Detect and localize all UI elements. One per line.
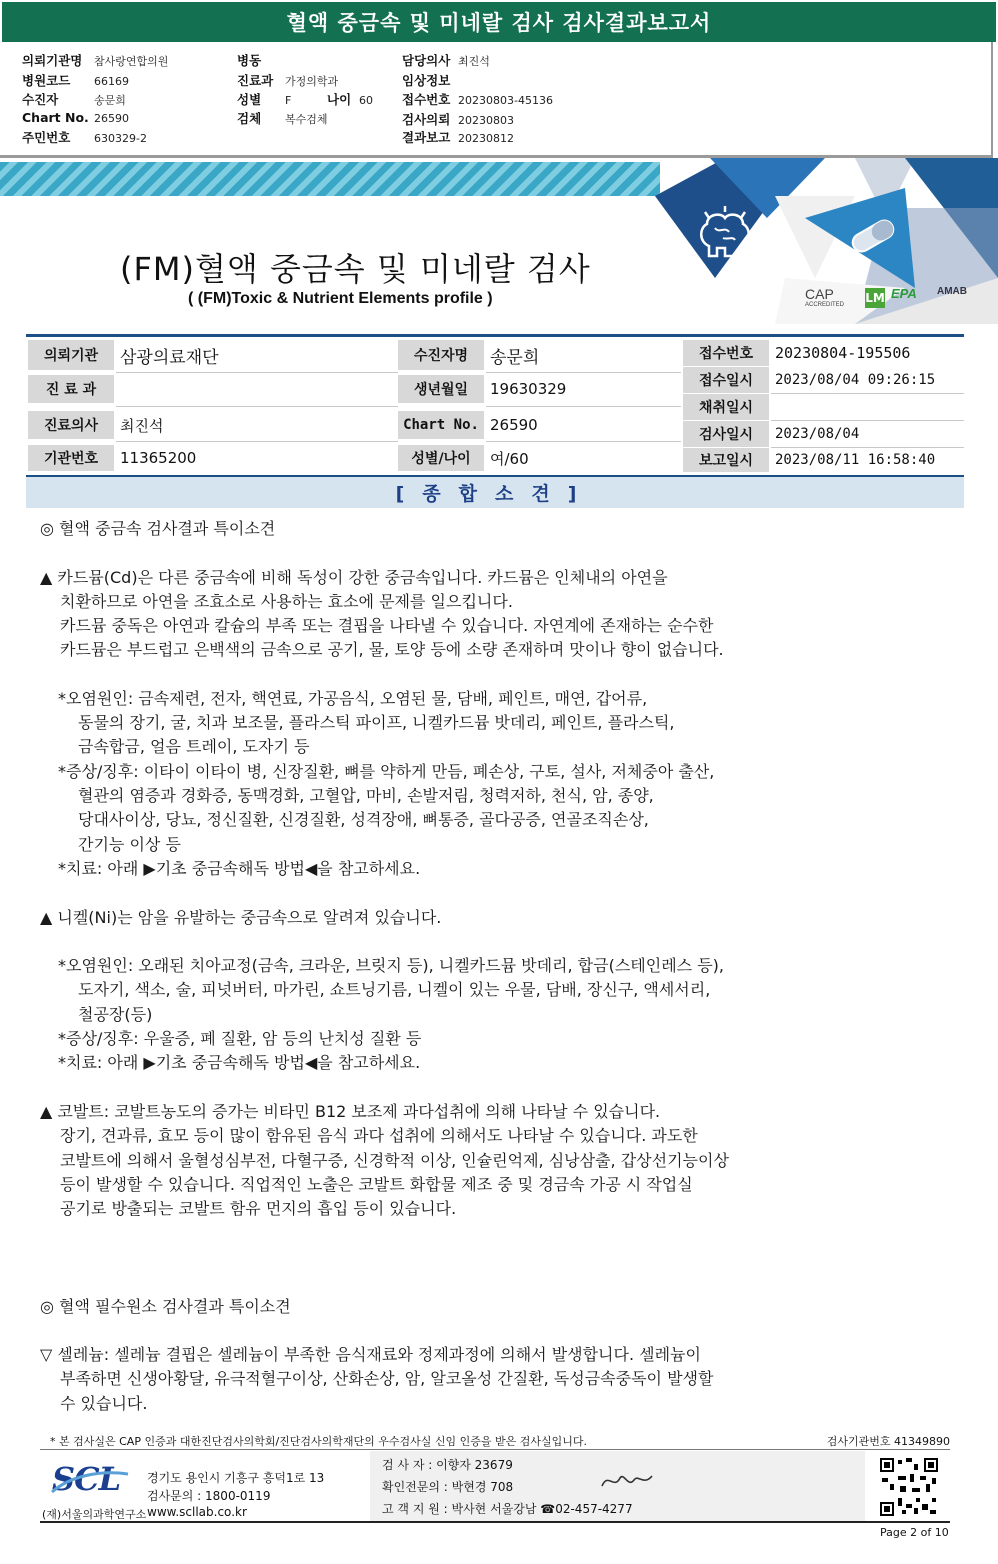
text-line: *치료: 아래 ▶기초 중금속해독 방법◀을 참고하세요.	[58, 1053, 421, 1072]
contact: 검사문의 : 1800-0119	[147, 1489, 271, 1503]
signature	[598, 1468, 656, 1494]
text-line: *오염원인: 오래된 치아교정(금속, 크라운, 브릿지 등), 니켈카드뮴 밧데리, 합금(스테인레스 등),	[58, 956, 724, 975]
label: 검사일시	[683, 421, 769, 447]
divider	[486, 406, 681, 407]
cap-logo-sub: ACCREDITED	[805, 302, 845, 308]
code-value: 11365200	[120, 449, 197, 467]
header-graphic	[655, 158, 998, 324]
text-line: *증상/징후: 우울증, 폐 질환, 암 등의 난치성 질환 등	[58, 1029, 422, 1048]
result-value: 20230812	[458, 132, 514, 145]
label: 수진자	[22, 92, 59, 107]
label: 검체	[237, 111, 262, 126]
receipt-value: 20230804-195506	[775, 344, 911, 362]
test-req-value: 20230803	[458, 114, 514, 127]
label: 병원코드	[22, 73, 71, 88]
doctor-value: 최진석	[120, 416, 164, 435]
text-line: 코발트에 의해서 울혈성심부전, 다혈구증, 신경학적 이상, 인슐린억제, 심낭삼출, 갑상선기능이상	[60, 1151, 729, 1170]
text-line: 동물의 장기, 굴, 치과 보조물, 플라스틱 파이프, 니켈카드뮴 밧데리, 페인트, 플라스틱,	[78, 713, 675, 732]
epa-logo: EPA	[891, 286, 917, 301]
label: 진료과	[237, 73, 274, 88]
text-line: 당대사이상, 당뇨, 정신질환, 신경질환, 성격장애, 뼈통증, 골다공증, 연골조직손상,	[78, 810, 649, 829]
logo-swoosh	[50, 1466, 130, 1496]
section-heading: ◎ 혈액 중금속 검사결과 특이소견	[40, 519, 276, 538]
report-value: 2023/08/11 16:58:40	[775, 452, 936, 468]
text-line: 카드뮴 중독은 아연과 칼슘의 부족 또는 결핍을 나타낼 수 있습니다. 자연계에 존재하는 순수한	[60, 616, 714, 635]
divider	[116, 406, 398, 407]
sex-value: F	[285, 94, 292, 107]
label: 나이	[327, 92, 352, 107]
doctor-value: 최진석	[458, 55, 490, 68]
amab-logo: AMAB	[937, 286, 967, 297]
label: 주민번호	[22, 130, 71, 145]
capsule-icon	[847, 213, 899, 257]
receipt-value: 20230803-45136	[458, 94, 553, 107]
text-line: 혈관의 염증과 경화증, 동맥경화, 고혈압, 마비, 손발저림, 청력저하, 천식, 암, 종양,	[78, 786, 654, 805]
scl-logo: SCL	[52, 1460, 121, 1498]
section-heading: ◎ 혈액 필수원소 검사결과 특이소견	[40, 1297, 291, 1316]
label: 기관번호	[28, 445, 114, 471]
patient-value: 송문희	[94, 94, 126, 107]
text-line: *치료: 아래 ▶기초 중금속해독 방법◀을 참고하세요.	[58, 859, 421, 878]
specialist: 확인전문의 : 박현경 708	[382, 1480, 514, 1494]
customer-support: 고 객 지 원 : 박사현 서울강남 ☎02-457-4277	[382, 1502, 633, 1516]
brain-icon	[695, 206, 755, 260]
header-info	[0, 42, 993, 158]
text-line: 등이 발생할 수 있습니다. 직업적인 노출은 코발트 화합물 제조 중 및 경금속 가공 시 작업실	[60, 1175, 693, 1194]
qr-code-icon	[880, 1458, 938, 1516]
receipt-time-value: 2023/08/04 09:26:15	[775, 372, 936, 388]
text-line: 부족하면 신생아황달, 유극적혈구이상, 산화손상, 암, 알코올성 간질환, 독성금속중독이 발생할	[60, 1369, 714, 1388]
text-line: ▲ 니켈(Ni)는 암을 유발하는 중금속으로 알려져 있습니다.	[40, 908, 442, 927]
text-line: ▲ 코발트: 코발트농도의 증가는 비타민 B12 보조제 과다섭취에 의해 나타날 수 있습니다.	[40, 1102, 661, 1121]
divider	[771, 393, 964, 394]
org-value: 삼광의료재단	[120, 347, 219, 368]
test-value: 2023/08/04	[775, 426, 860, 442]
req-org-value: 참사랑연합의원	[94, 55, 169, 68]
divider	[486, 372, 681, 373]
label: 수진자명	[398, 340, 484, 370]
lab-logo: LM	[865, 288, 885, 308]
tester: 검 사 자 : 이향자 23679	[382, 1458, 513, 1472]
summary-heading: [종합소견]	[26, 475, 964, 508]
logo-subtitle: (재)서울의과학연구소	[42, 1508, 147, 1521]
label: Chart No.	[22, 110, 89, 125]
cap-logo-text: CAP	[805, 286, 834, 302]
text-line: 공기로 방출되는 코발트 함유 먼지의 흡입 등이 있습니다.	[60, 1199, 457, 1218]
divider	[486, 441, 681, 442]
stripe-banner	[0, 162, 660, 196]
footer-bottom-line	[40, 1521, 950, 1523]
cap-logo	[805, 286, 844, 308]
text-line: 철공장(등)	[78, 1005, 153, 1024]
table-top-border	[26, 334, 964, 337]
chart-value: 26590	[94, 112, 129, 125]
report-banner: 혈액 중금속 및 미네랄 검사 검사결과보고서	[2, 2, 996, 42]
label: 진 료 과	[28, 375, 114, 403]
text-line: 간기능 이상 등	[78, 835, 181, 854]
label: Chart No.	[398, 411, 484, 439]
chart-value: 26590	[490, 416, 538, 434]
text-line: ▲ 카드뮴(Cd)은 다른 중금속에 비해 독성이 강한 중금속입니다. 카드뮴은 인체내의 아연을	[40, 568, 668, 587]
label: 의뢰기관	[28, 340, 114, 370]
divider	[116, 372, 398, 373]
org-number: 검사기관번호 41349890	[826, 1435, 950, 1448]
label: 의뢰기관명	[22, 53, 83, 68]
label: 채취일시	[683, 394, 769, 420]
website[interactable]: www.scllab.co.kr	[147, 1505, 247, 1519]
name-value: 송문희	[490, 347, 540, 368]
text-line: 금속합금, 얼음 트레이, 도자기 등	[78, 737, 310, 756]
birth-value: 19630329	[490, 380, 567, 398]
label: 생년월일	[398, 375, 484, 403]
label: 검사의뢰	[402, 112, 451, 127]
hosp-code-value: 66169	[94, 75, 129, 88]
text-line: ▽ 셀레늄: 셀레늄 결핍은 셀레늄이 부족한 음식재료와 정제과정에 의해서 발생합니다. 셀레늄이	[40, 1345, 701, 1364]
text-line: 도자기, 색소, 술, 피넛버터, 마가린, 쇼트닝기름, 니켈이 있는 우물, 담배, 장신구, 액세서리,	[78, 980, 711, 999]
label: 임상정보	[402, 73, 451, 88]
jumin-value: 630329-2	[94, 132, 147, 145]
dept-value: 가정의학과	[285, 75, 339, 88]
text-line: 치환하므로 아연을 조효소로 사용하는 효소에 문제를 일으킵니다.	[60, 592, 513, 611]
text-line: 카드뮴은 부드럽고 은백색의 금속으로 공기, 물, 토양 등에 소량 존재하며 맛이나 향이 없습니다.	[60, 640, 724, 659]
report-subtitle: ( (FM)Toxic & Nutrient Elements profile )	[188, 290, 493, 307]
dept-value	[116, 375, 396, 403]
text-line: *오염원인: 금속제련, 전자, 핵연료, 가공음식, 오염된 물, 담배, 페인트, 매연, 갑어류,	[58, 689, 648, 708]
page-number: Page 2 of 10	[880, 1526, 949, 1539]
text-line: 수 있습니다.	[60, 1394, 148, 1413]
label: 담당의사	[402, 53, 451, 68]
label: 성별	[237, 92, 262, 107]
label: 진료의사	[28, 411, 114, 439]
label: 보고일시	[683, 448, 769, 472]
age-value: 60	[359, 94, 373, 107]
label: 병동	[237, 53, 262, 68]
label: 성별/나이	[398, 445, 484, 471]
footer-divider	[40, 1449, 950, 1450]
report-title: (FM)혈액 중금속 및 미네랄 검사	[120, 250, 591, 288]
label: 접수번호	[402, 92, 451, 107]
sexage-value: 여/60	[490, 449, 529, 468]
specimen-value: 복수검체	[285, 113, 328, 126]
collect-value	[771, 394, 961, 420]
divider	[116, 441, 398, 442]
label: 접수번호	[683, 340, 769, 366]
text-line: 장기, 견과류, 효모 등이 많이 함유된 음식 과다 섭취에 의해서도 나타날 수 있습니다. 과도한	[60, 1126, 698, 1145]
certification-notice: * 본 검사실은 CAP 인증과 대한진단검사의학회/진단검사의학재단의 우수검사실 신임 인증을 받은 검사실입니다.	[50, 1435, 588, 1448]
label: 결과보고	[402, 130, 451, 145]
label: 접수일시	[683, 367, 769, 393]
text-line: *증상/징후: 이타이 이타이 병, 신장질환, 뼈를 약하게 만듬, 폐손상, 구토, 설사, 저체중아 출산,	[58, 762, 715, 781]
divider	[771, 420, 964, 421]
address: 경기도 용인시 기흥구 흥덕1로 13	[147, 1471, 325, 1485]
divider	[771, 447, 964, 448]
